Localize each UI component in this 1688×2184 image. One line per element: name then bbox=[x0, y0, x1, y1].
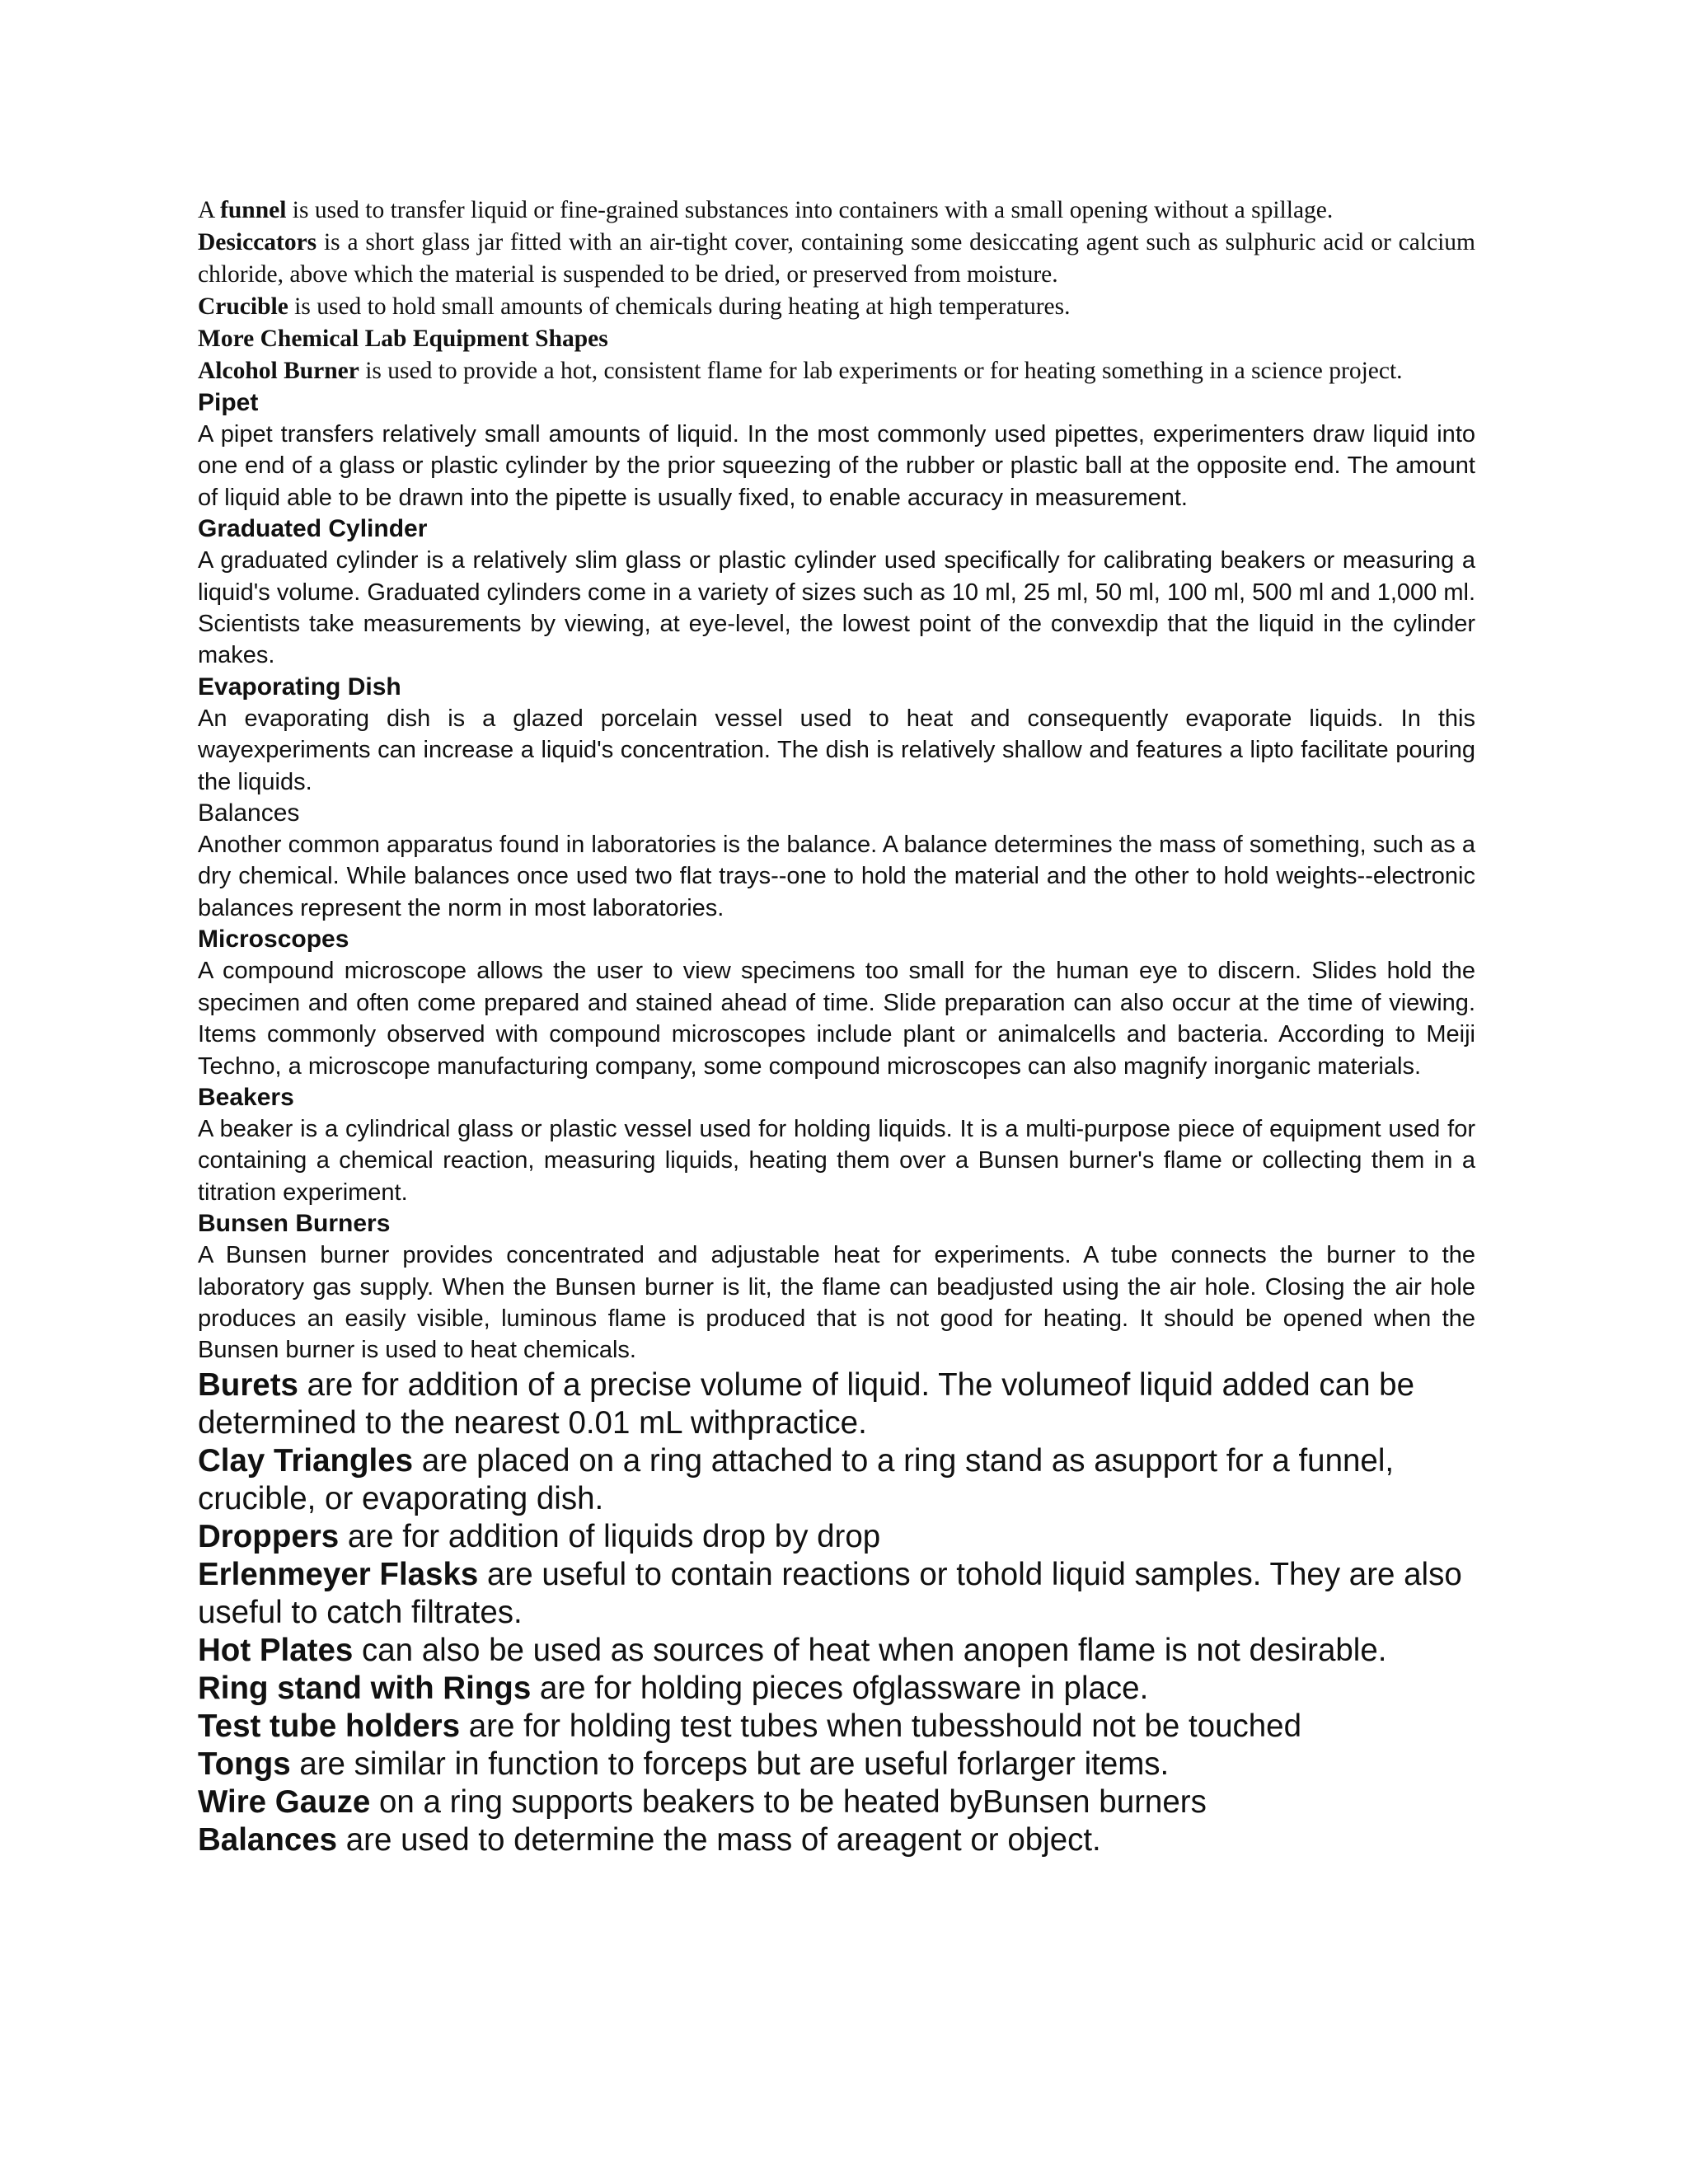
funnel-paragraph bbox=[198, 194, 1475, 227]
item-text: are for holding pieces ofglassware in place. bbox=[531, 1670, 1149, 1706]
item-term: Droppers bbox=[198, 1518, 340, 1554]
funnel-term: funnel bbox=[220, 197, 287, 223]
section-heading: Beakers bbox=[198, 1083, 294, 1111]
list-item-droppers bbox=[198, 1518, 1475, 1556]
crucible-paragraph bbox=[198, 291, 1475, 323]
list-item-erlenmeyer-flasks bbox=[198, 1556, 1475, 1632]
item-text: are used to determine the mass of areagent or object. bbox=[337, 1821, 1101, 1858]
item-text: are for addition of a precise volume of liquid. The volumeof liquid added can be determined to the nearest 0.01 mL withpractice. bbox=[198, 1366, 1414, 1441]
section-heading: Balances bbox=[198, 799, 300, 827]
list-item-test-tube-holders bbox=[198, 1708, 1475, 1746]
item-term: Hot Plates bbox=[198, 1632, 354, 1668]
crucible-term: Crucible bbox=[198, 293, 288, 320]
list-item-hot-plates bbox=[198, 1632, 1475, 1670]
alcohol-burner-text: is used to provide a hot, consistent flame for lab experiments or for heating something in a science project. bbox=[359, 358, 1403, 384]
section-heading: Graduated Cylinder bbox=[198, 515, 428, 543]
section-graduated-cylinder bbox=[198, 513, 1475, 672]
funnel-text: is used to transfer liquid or fine-grained substances into containers with a small opening without a spillage. bbox=[286, 197, 1334, 223]
equipment-list bbox=[198, 1366, 1475, 1859]
item-text: are for addition of liquids drop by drop bbox=[339, 1518, 881, 1554]
item-term: Wire Gauze bbox=[198, 1783, 371, 1820]
alcohol-burner-paragraph bbox=[198, 355, 1475, 387]
section-balances bbox=[198, 798, 1475, 924]
item-term: Ring stand with Rings bbox=[198, 1670, 532, 1706]
item-term: Test tube holders bbox=[198, 1708, 461, 1744]
item-term: Erlenmeyer Flasks bbox=[198, 1556, 479, 1592]
list-item-tongs bbox=[198, 1746, 1475, 1783]
section-heading: Microscopes bbox=[198, 926, 349, 954]
section-body: Another common apparatus found in laboratories is the balance. A balance determines the mass of something, such as a dry chemical. While balances once used two flat trays--one to hold the material and the other to hold weights--electronic balances represent the norm in most laboratories. bbox=[198, 832, 1475, 921]
section-body: A compound microscope allows the user to view specimens too small for the human eye to discern. Slides hold the specimen and often come prepared and stained ahead of time. Slide preparation can also occur at the time of viewing. Items commonly observed with compound microscopes include plant or animalcells and bacteria. According to Meiji Techno, a microscope manufacturing company, some compound microscopes can also magnify inorganic materials. bbox=[198, 958, 1475, 1080]
item-text: are for holding test tubes when tubesshould not be touched bbox=[460, 1708, 1301, 1744]
list-item-clay-triangles bbox=[198, 1442, 1475, 1518]
item-term: Balances bbox=[198, 1821, 338, 1858]
list-item-ring-stand bbox=[198, 1670, 1475, 1708]
crucible-text: is used to hold small amounts of chemicals during heating at high temperatures. bbox=[288, 293, 1071, 320]
section-heading: Evaporating Dish bbox=[198, 673, 401, 701]
list-item-burets bbox=[198, 1366, 1475, 1442]
section-body: An evaporating dish is a glazed porcelain vessel used to heat and consequently evaporate liquids. In this wayexperiments can increase a liquid's concentration. The dish is relatively shallow and features a lipto facilitate pouring the liquids. bbox=[198, 705, 1475, 795]
section-body: A Bunsen burner provides concentrated and adjustable heat for experiments. A tube connects the burner to the laboratory gas supply. When the Bunsen burner is lit, the flame can beadjusted using the air hole. Closing the air hole produces an easily visible, luminous flame is produced that is not good for heating. It should be opened when the Bunsen burner is used to heat chemicals. bbox=[198, 1242, 1475, 1364]
list-item-wire-gauze bbox=[198, 1783, 1475, 1821]
item-term: Tongs bbox=[198, 1746, 291, 1782]
item-term: Clay Triangles bbox=[198, 1442, 414, 1479]
desiccators-text: is a short glass jar fitted with an air-tight cover, containing some desiccating agent such as sulphuric acid or calcium chloride, above which the material is suspended to be dried, or preserved from moisture. bbox=[198, 229, 1475, 288]
alcohol-burner-term: Alcohol Burner bbox=[198, 358, 359, 384]
section-bunsen-burners bbox=[198, 1208, 1475, 1366]
section-body: A graduated cylinder is a relatively slim glass or plastic cylinder used specifically for calibrating beakers or measuring a liquid's volume. Graduated cylinders come in a variety of sizes such as 10 ml, 25 ml, 50 ml, 100 ml, 500 ml and 1,000 ml. Scientists take measurements by viewing, at eye-level, the lowest point of the convexdip that the liquid in the cylinder makes. bbox=[198, 547, 1475, 669]
item-text: can also be used as sources of heat when anopen flame is not desirable. bbox=[353, 1632, 1387, 1668]
section-evaporating-dish bbox=[198, 672, 1475, 798]
section-heading: Bunsen Burners bbox=[198, 1210, 391, 1238]
item-term: Burets bbox=[198, 1366, 298, 1403]
desiccators-term: Desiccators bbox=[198, 229, 317, 255]
section-microscopes bbox=[198, 924, 1475, 1082]
more-equipment-heading: More Chemical Lab Equipment Shapes bbox=[198, 326, 608, 352]
list-item-balances bbox=[198, 1821, 1475, 1859]
desiccators-paragraph bbox=[198, 227, 1475, 291]
item-text: are similar in function to forceps but are useful forlarger items. bbox=[290, 1746, 1170, 1782]
section-pipet bbox=[198, 387, 1475, 513]
document-page bbox=[198, 194, 1475, 1859]
section-heading: Pipet bbox=[198, 389, 259, 416]
item-text: are placed on a ring attached to a ring stand as asupport for a funnel, crucible, or evaporating dish. bbox=[198, 1442, 1395, 1516]
item-text: on a ring supports beakers to be heated byBunsen burners bbox=[370, 1783, 1207, 1820]
section-body: A pipet transfers relatively small amounts of liquid. In the most commonly used pipettes, experimenters draw liquid into one end of a glass or plastic cylinder by the prior squeezing of the rubber or plastic ball at the opposite end. The amount of liquid able to be drawn into the pipette is usually fixed, to enable accuracy in measurement. bbox=[198, 421, 1475, 511]
item-text: are useful to contain reactions or tohold liquid samples. They are also useful to catch filtrates. bbox=[198, 1556, 1462, 1630]
funnel-prefix: A bbox=[198, 197, 221, 223]
section-body: A beaker is a cylindrical glass or plastic vessel used for holding liquids. It is a multi-purpose piece of equipment used for containing a chemical reaction, measuring liquids, heating them over a Bunsen burner's flame or collecting them in a titration experiment. bbox=[198, 1115, 1475, 1206]
section-beakers bbox=[198, 1082, 1475, 1208]
